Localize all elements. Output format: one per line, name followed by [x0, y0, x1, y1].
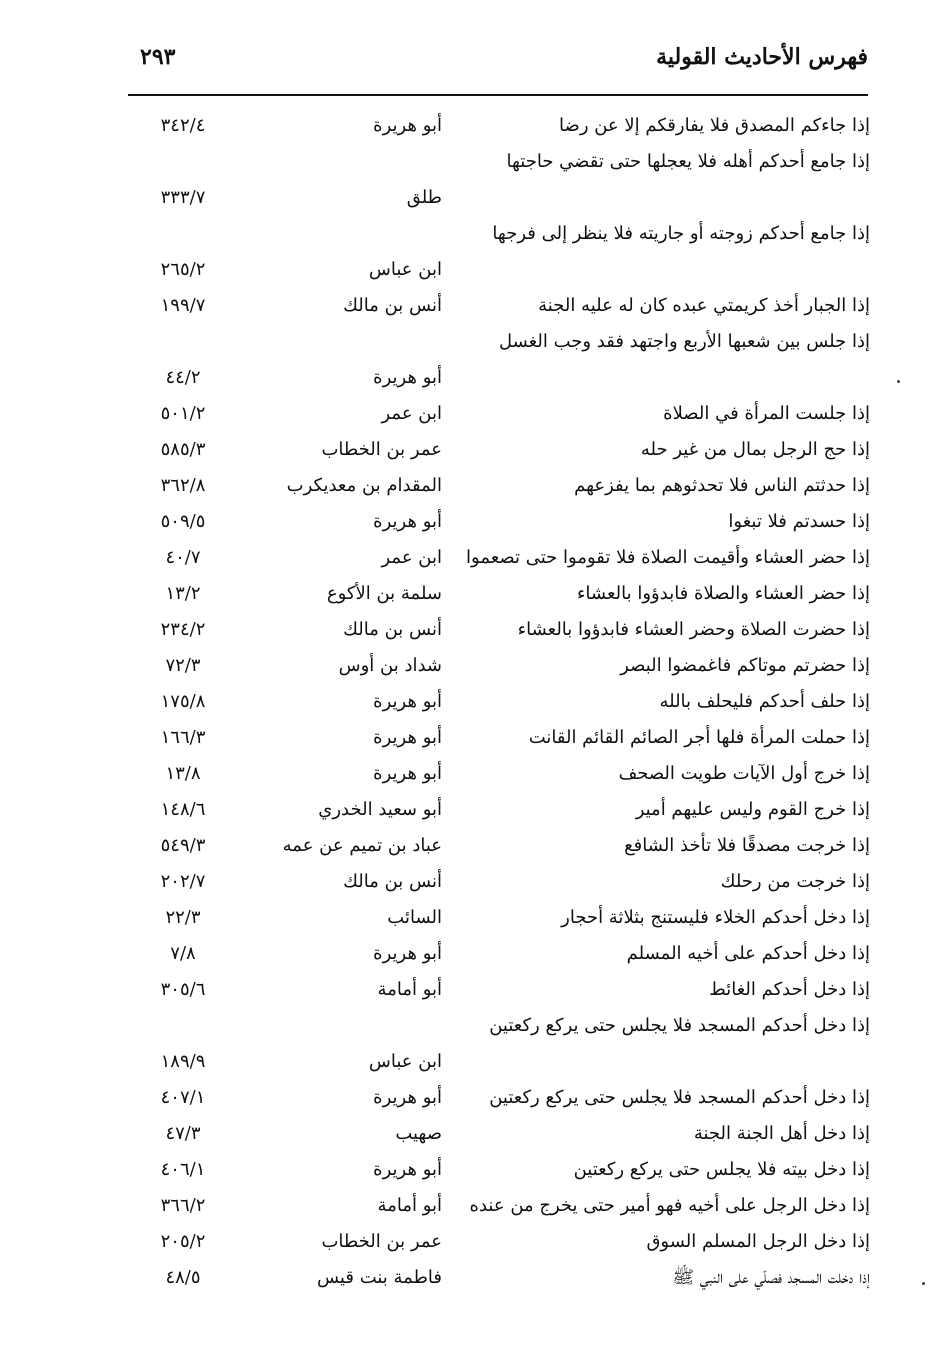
hadith-text: إذا حضرتم موتاكم فاغمضوا البصر — [620, 655, 870, 676]
index-entry — [128, 108, 870, 144]
index-entry — [128, 1152, 870, 1188]
narrator-name: سلمة بن الأكوع — [326, 583, 442, 604]
index-entry — [128, 972, 870, 1008]
volume-page-reference: ١٦٦/٣ — [160, 727, 206, 748]
narrator-name: عمر بن الخطاب — [321, 439, 442, 460]
volume-page-reference: ٣٠٥/٦ — [160, 979, 206, 1000]
index-entry — [128, 828, 870, 864]
index-entry — [128, 468, 870, 504]
narrator-name: ابن عباس — [368, 1051, 442, 1072]
volume-page-reference: ٤٧/٣ — [165, 1123, 201, 1144]
volume-page-reference: ٥٠٩/٥ — [160, 511, 206, 532]
running-title: فهرس الأحاديث القولية — [656, 44, 868, 70]
index-entry — [128, 288, 870, 324]
hadith-text: إذا دخل أحدكم الخلاء فليستنج بثلاثة أحجار — [561, 907, 870, 928]
hadith-text: إذا خرجت مصدقًا فلا تأخذ الشافع — [624, 835, 870, 856]
hadith-text: إذا دخل أحدكم الغائط — [709, 979, 870, 1000]
volume-page-reference: ٥٠١/٢ — [160, 403, 206, 424]
hadith-text: إذا جلس بين شعبها الأربع واجتهد فقد وجب الغسل — [498, 331, 870, 352]
volume-page-reference: ٣٤٢/٤ — [160, 115, 206, 136]
hadith-text: إذا حج الرجل بمال من غير حله — [640, 439, 870, 460]
volume-page-reference: ٥٤٩/٣ — [160, 835, 206, 856]
narrator-name: عباد بن تميم عن عمه — [282, 835, 442, 856]
hadith-text: إذا دخل أحدكم المسجد فلا يجلس حتى يركع ركعتين — [489, 1015, 870, 1036]
volume-page-reference: ٣٦٦/٢ — [160, 1195, 206, 1216]
narrator-name: عمر بن الخطاب — [321, 1231, 442, 1252]
index-entry — [128, 1260, 870, 1296]
hadith-text: إذا دخل بيته فلا يجلس حتى يركع ركعتين — [573, 1159, 870, 1180]
hadith-text: إذا دخل أهل الجنة الجنة — [693, 1123, 870, 1144]
hadith-text: إذا حضرت الصلاة وحضر العشاء فابدؤوا بالعشاء — [517, 619, 870, 640]
narrator-name: ابن عمر — [381, 403, 442, 424]
volume-page-reference: ٢٦٥/٢ — [160, 259, 206, 280]
narrator-name: أبو هريرة — [373, 691, 442, 712]
index-entry — [128, 756, 870, 792]
hadith-text: إذا حلف أحدكم فليحلف بالله — [659, 691, 870, 712]
volume-page-reference: ١٤٨/٦ — [160, 799, 206, 820]
narrator-name: أبو هريرة — [373, 1159, 442, 1180]
volume-page-reference: ٣٦٢/٨ — [160, 475, 206, 496]
index-entry — [128, 1008, 870, 1080]
volume-page-reference: ١٩٩/٧ — [160, 295, 206, 316]
narrator-name: ابن عباس — [368, 259, 442, 280]
index-entry — [128, 936, 870, 972]
hadith-text: إذا دخل أحدكم على أخيه المسلم — [626, 943, 870, 964]
hadith-text: إذا دخلت المسجد فصلّي على النبي ﷺ — [672, 1267, 870, 1288]
volume-page-reference: ٢٠٢/٧ — [160, 871, 206, 892]
volume-page-reference: ١٣/٢ — [165, 583, 201, 604]
volume-page-reference: ٢٢/٣ — [165, 907, 201, 928]
page-header — [128, 40, 868, 84]
narrator-name: أبو هريرة — [373, 727, 442, 748]
narrator-name: أبو سعيد الخدري — [318, 799, 442, 820]
index-entry — [128, 324, 870, 396]
hadith-index-list — [128, 108, 870, 1296]
hadith-text: إذا حملت المرأة فلها أجر الصائم القائم القانت — [528, 727, 870, 748]
narrator-name: أبو هريرة — [373, 763, 442, 784]
index-entry — [128, 540, 870, 576]
hadith-text: إذا الجبار أخذ كريمتي عبده كان له عليه الجنة — [538, 295, 870, 316]
volume-page-reference: ٤٨/٥ — [165, 1267, 201, 1288]
index-entry — [128, 792, 870, 828]
index-entry — [128, 612, 870, 648]
volume-page-reference: ٤٠/٧ — [165, 547, 201, 568]
index-entry — [128, 900, 870, 936]
volume-page-reference: ٤٠٧/١ — [160, 1087, 206, 1108]
index-entry — [128, 648, 870, 684]
volume-page-reference: ٢٣٤/٢ — [160, 619, 206, 640]
narrator-name: أبو هريرة — [373, 367, 442, 388]
volume-page-reference: ١٧٥/٨ — [160, 691, 206, 712]
volume-page-reference: ٣٣٣/٧ — [160, 187, 206, 208]
narrator-name: السائب — [387, 907, 442, 928]
volume-page-reference: ٧٢/٣ — [165, 655, 201, 676]
narrator-name: طلق — [406, 187, 442, 208]
scan-speck — [897, 380, 900, 383]
narrator-name: أنس بن مالك — [343, 619, 442, 640]
index-entry — [128, 1188, 870, 1224]
narrator-name: فاطمة بنت قيس — [316, 1267, 442, 1288]
index-entry — [128, 576, 870, 612]
hadith-text: إذا دخل أحدكم المسجد فلا يجلس حتى يركع ركعتين — [489, 1087, 870, 1108]
scan-speck — [922, 1282, 925, 1285]
index-entry — [128, 720, 870, 756]
narrator-name: شداد بن أوس — [338, 655, 442, 676]
hadith-text: إذا خرج أول الآيات طويت الصحف — [618, 763, 870, 784]
index-entry — [128, 1080, 870, 1116]
index-entry — [128, 504, 870, 540]
narrator-name: أبو أمامة — [377, 979, 442, 1000]
index-entry — [128, 1116, 870, 1152]
hadith-text: إذا جاءكم المصدق فلا يفارقكم إلا عن رضا — [559, 115, 870, 136]
index-entry — [128, 432, 870, 468]
index-entry — [128, 684, 870, 720]
volume-page-reference: ٤٤/٢ — [165, 367, 201, 388]
hadith-text: إذا حسدتم فلا تبغوا — [728, 511, 870, 532]
volume-page-reference: ١٨٩/٩ — [160, 1051, 206, 1072]
hadith-text: إذا حضر العشاء والصلاة فابدؤوا بالعشاء — [576, 583, 870, 604]
index-entry — [128, 864, 870, 900]
volume-page-reference: ١٣/٨ — [165, 763, 201, 784]
narrator-name: أنس بن مالك — [343, 871, 442, 892]
index-entry — [128, 144, 870, 216]
narrator-name: صهيب — [395, 1123, 442, 1144]
narrator-name: أبو هريرة — [373, 1087, 442, 1108]
header-rule — [128, 94, 868, 96]
hadith-text: إذا جامع أحدكم زوجته أو جاريته فلا ينظر إلى فرجها — [492, 223, 870, 244]
hadith-text: إذا دخل الرجل على أخيه فهو أمير حتى يخرج من عنده — [469, 1195, 870, 1216]
narrator-name: أنس بن مالك — [343, 295, 442, 316]
narrator-name: ابن عمر — [381, 547, 442, 568]
volume-page-reference: ٧/٨ — [170, 943, 196, 964]
hadith-text: إذا دخل الرجل المسلم السوق — [646, 1231, 870, 1252]
page-number: ٢٩٣ — [140, 44, 176, 70]
hadith-text: إذا حضر العشاء وأقيمت الصلاة فلا تقوموا حتى تصعموا — [466, 547, 870, 568]
volume-page-reference: ٢٠٥/٢ — [160, 1231, 206, 1252]
narrator-name: أبو هريرة — [373, 511, 442, 532]
narrator-name: أبو أمامة — [377, 1195, 442, 1216]
hadith-text: إذا جلست المرأة في الصلاة — [663, 403, 870, 424]
hadith-text: إذا جامع أحدكم أهله فلا يعجلها حتى تقضي حاجتها — [506, 151, 870, 172]
hadith-text: إذا حدثتم الناس فلا تحدثوهم بما يفزعهم — [574, 475, 870, 496]
index-entry — [128, 396, 870, 432]
narrator-name: أبو هريرة — [373, 115, 442, 136]
hadith-text: إذا خرجت من رحلك — [720, 871, 870, 892]
narrator-name: أبو هريرة — [373, 943, 442, 964]
narrator-name: المقدام بن معديكرب — [286, 475, 442, 496]
index-entry — [128, 216, 870, 288]
volume-page-reference: ٥٨٥/٣ — [160, 439, 206, 460]
volume-page-reference: ٤٠٦/١ — [160, 1159, 206, 1180]
index-entry — [128, 1224, 870, 1260]
hadith-text: إذا خرج القوم وليس عليهم أمير — [635, 799, 870, 820]
